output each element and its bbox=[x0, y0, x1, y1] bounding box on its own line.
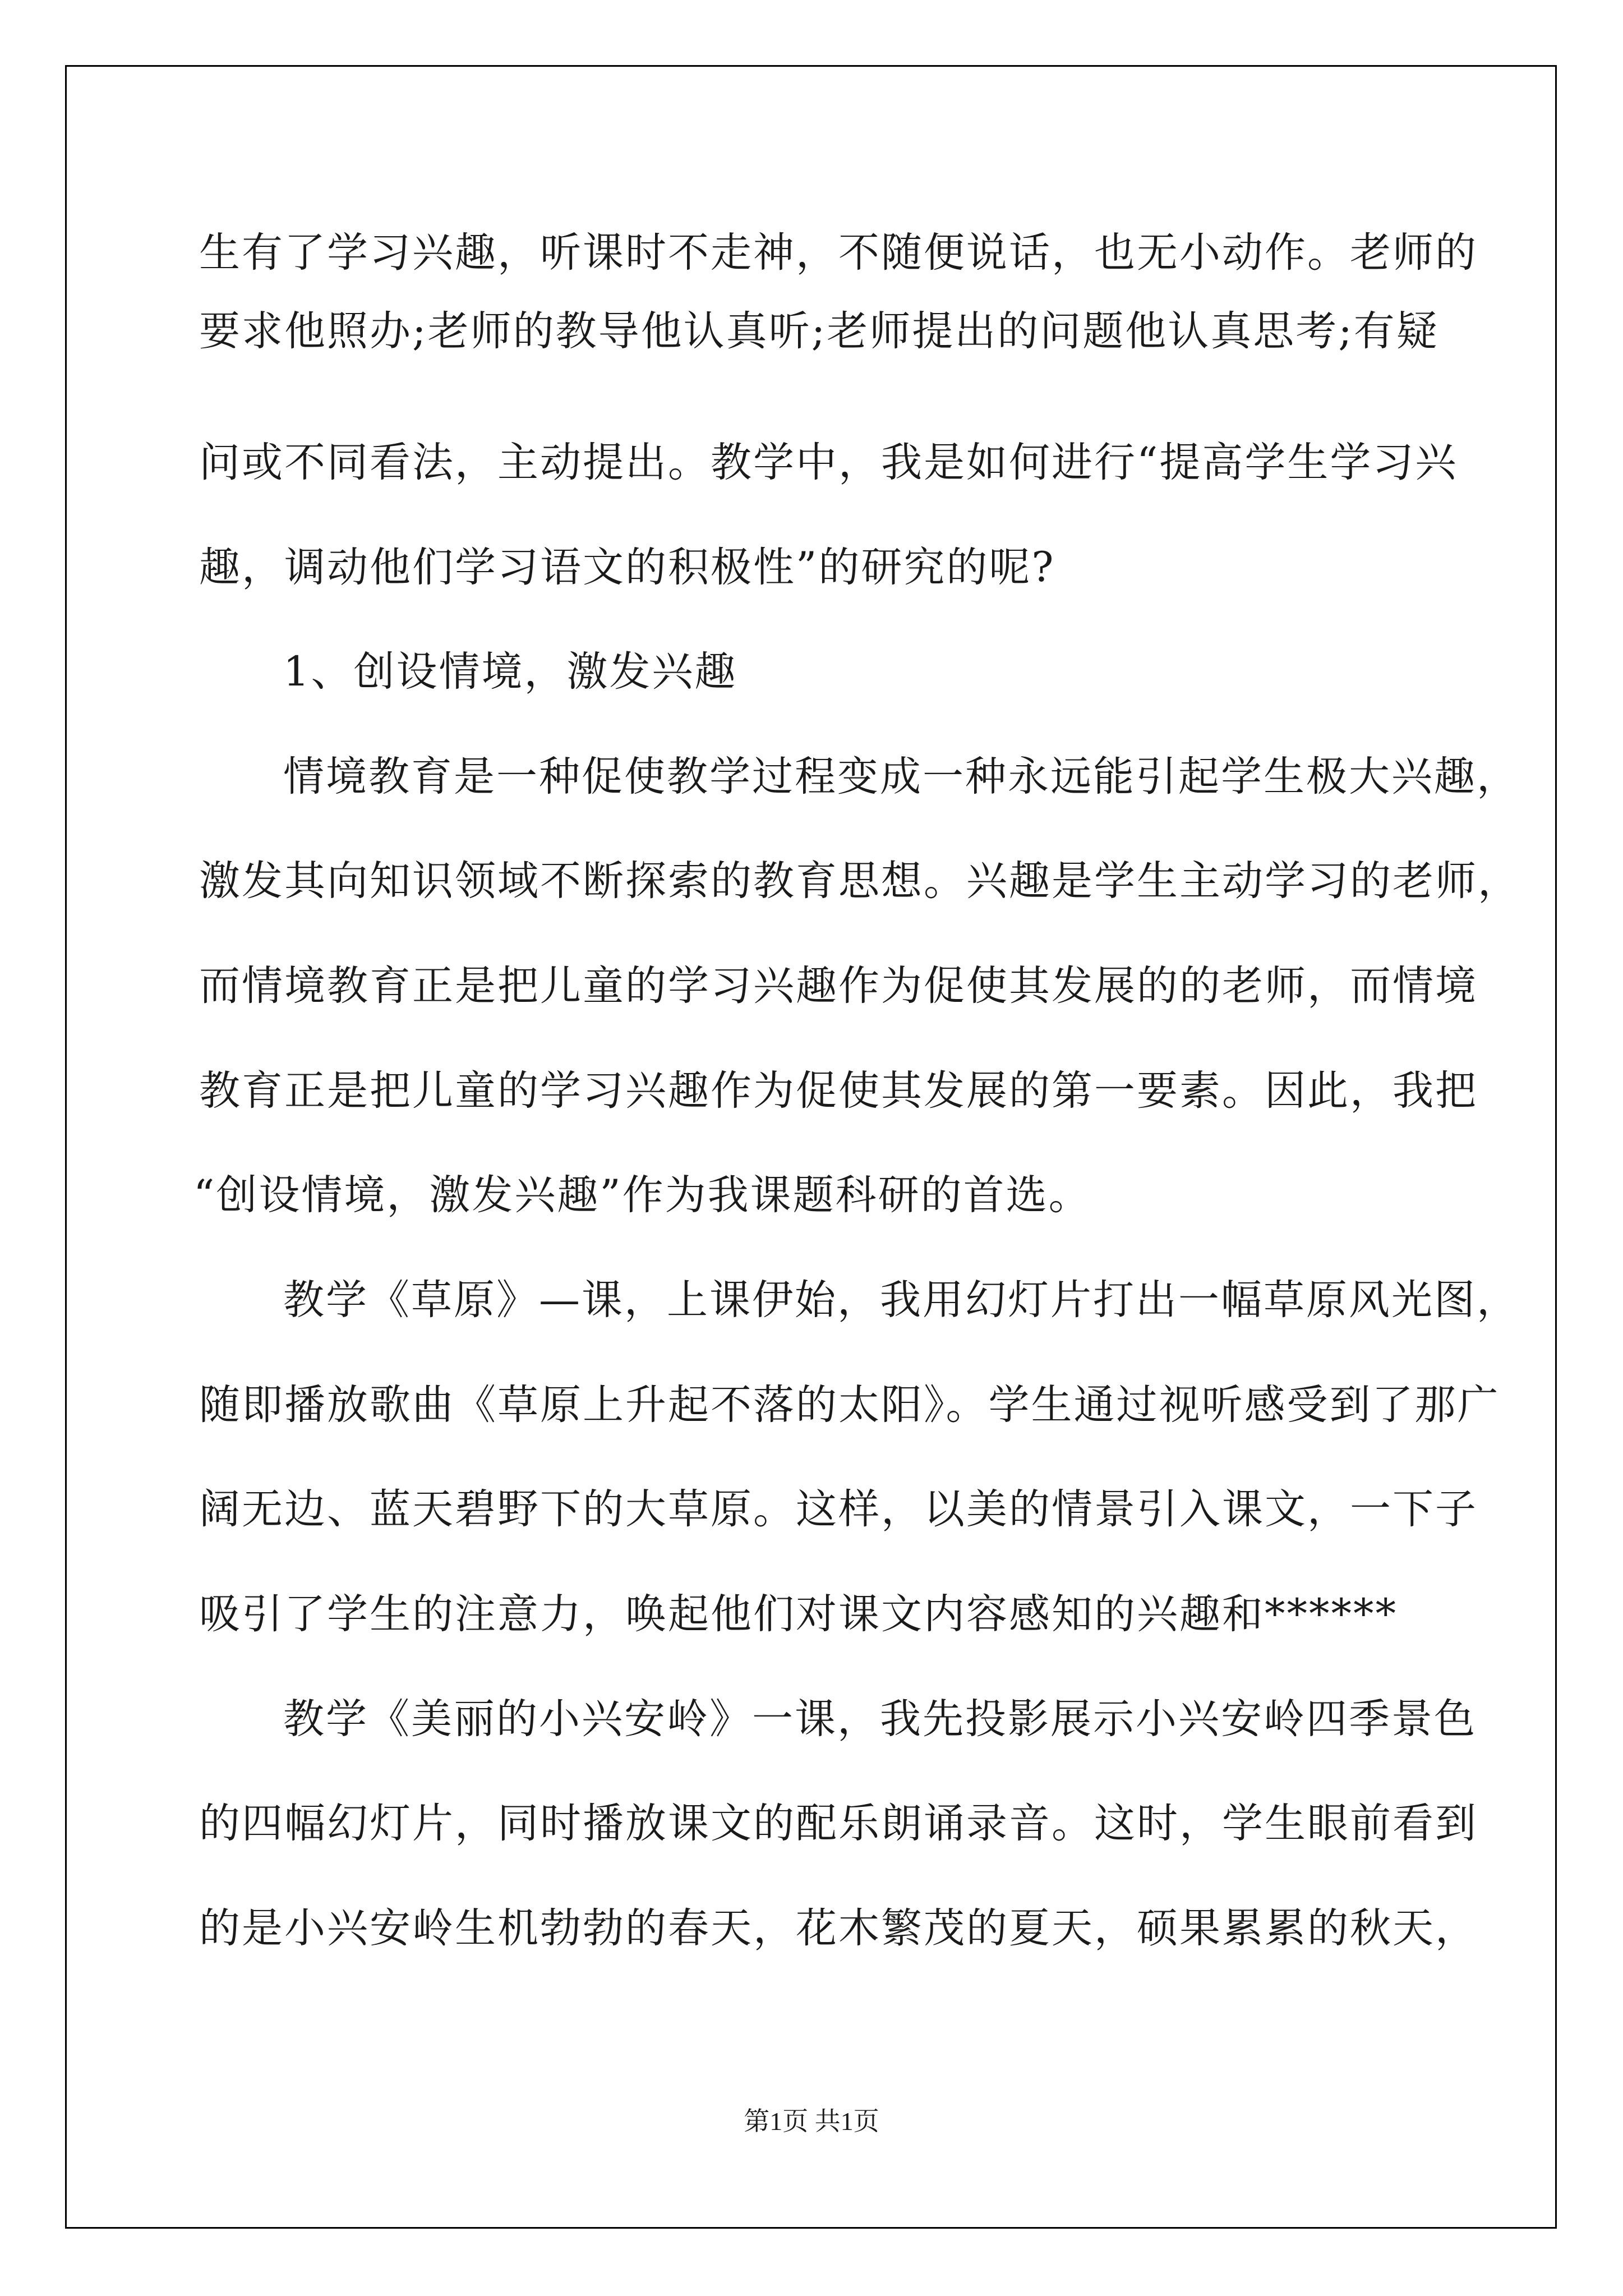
body-line-7: 激发其向知识领域不断探索的教育思想。兴趣是学生主动学习的老师， bbox=[199, 857, 1520, 905]
body-line-14: 吸引了学生的注意力，唤起他们对课文内容感知的兴趣和****** bbox=[199, 1590, 1398, 1638]
section-heading: 1、创设情境，激发兴趣 bbox=[283, 648, 737, 696]
body-line-2: 要求他照办;老师的教导他认真听;老师提出的问题他认真思考;有疑 bbox=[199, 307, 1439, 355]
body-line-13: 阔无边、蓝天碧野下的大草原。这样，以美的情景引入课文，一下子 bbox=[199, 1485, 1478, 1533]
body-line-15: 教学《美丽的小兴安岭》一课，我先投影展示小兴安岭四季景色 bbox=[283, 1695, 1477, 1743]
page-footer: 第1页 共1页 bbox=[744, 2107, 879, 2136]
body-line-17: 的是小兴安岭生机勃勃的春天，花木繁茂的夏天，硕果累累的秋天， bbox=[199, 1904, 1478, 1952]
body-line-4: 趣，调动他们学习语文的积极性”的研究的呢? bbox=[199, 544, 1055, 591]
body-line-8: 而情境教育正是把儿童的学习兴趣作为促使其发展的的老师，而情境 bbox=[199, 962, 1478, 1010]
body-line-9: 教育正是把儿童的学习兴趣作为促使其发展的第一要素。因此，我把 bbox=[199, 1067, 1478, 1115]
body-line-12: 随即播放歌曲《草原上升起不落的太阳》。学生通过视听感受到了那广 bbox=[199, 1381, 1500, 1429]
body-line-16: 的四幅幻灯片，同时播放课文的配乐朗诵录音。这时，学生眼前看到 bbox=[199, 1800, 1478, 1847]
body-line-10: “创设情境，激发兴趣”作为我课题科研的首选。 bbox=[193, 1171, 1091, 1219]
body-line-3: 问或不同看法，主动提出。教学中，我是如何进行“提高学生学习兴 bbox=[199, 439, 1458, 486]
body-line-6: 情境教育是一种促使教学过程变成一种永远能引起学生极大兴趣， bbox=[283, 753, 1519, 800]
body-line-11: 教学《草原》—课，上课伊始，我用幻灯片打出一幅草原风光图， bbox=[283, 1276, 1519, 1324]
body-line-1: 生有了学习兴趣，听课时不走神，不随便说话，也无小动作。老师的 bbox=[199, 229, 1478, 277]
